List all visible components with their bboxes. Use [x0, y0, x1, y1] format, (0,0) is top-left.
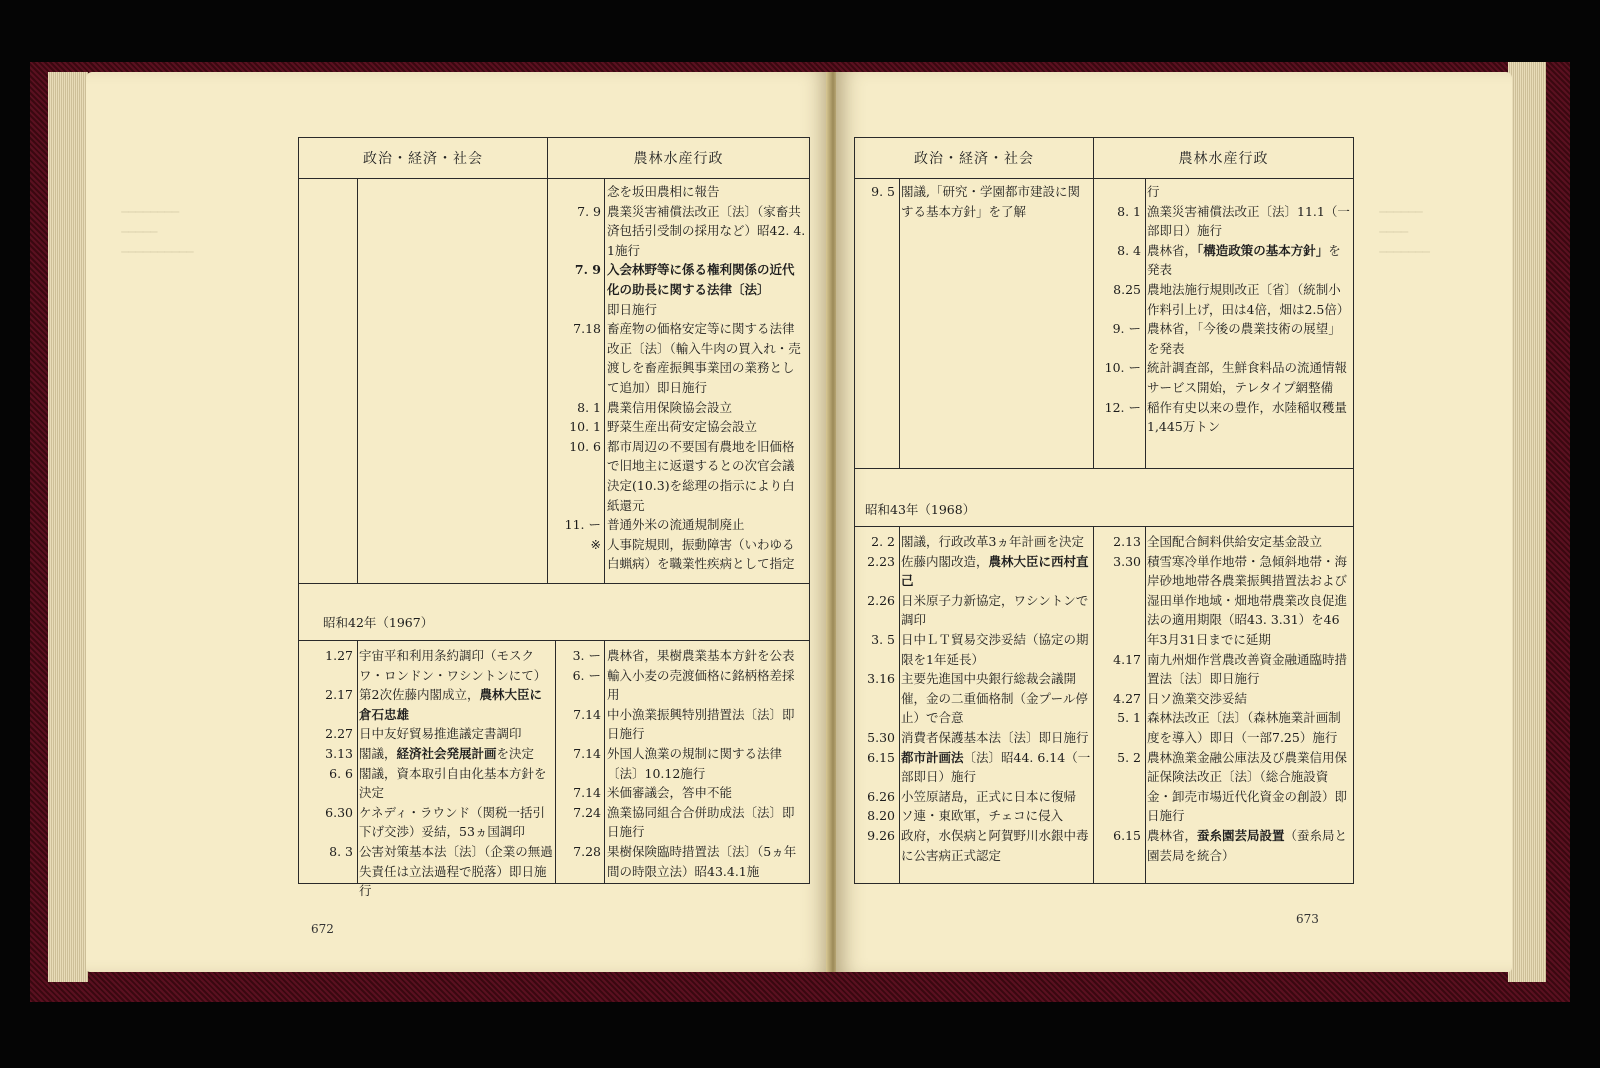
entry: 9.26 政府，水俣病と阿賀野川水銀中毒に公害病正式認定	[867, 827, 1089, 863]
entry: 3. 5 日中ＬＴ貿易交渉妥結（協定の期限を1年延長）	[871, 631, 1089, 667]
left-page	[86, 72, 830, 972]
entry: 9. 5 閣議,「研究・学園都市建設に関する基本方針」を了解	[871, 184, 1080, 219]
entry: 8. 3 公害対策基本法〔法〕（企業の無過失責任は立法過程で脱落）即日施行	[329, 843, 553, 899]
entry: 5.30 消費者保護基本法〔法〕即日施行	[867, 729, 1089, 745]
entry: 1.27 宇宙平和利用条約調印（モスクワ・ロンドン・ワシントンにて）	[325, 648, 547, 683]
right-section-divider-1	[855, 468, 1353, 469]
left-agri-top-entries	[561, 182, 806, 574]
entry: 7.14 中小漁業振興特別措置法〔法〕即日施行	[573, 706, 795, 742]
entry: 2.27 日中友好貿易推進議定書調印	[325, 726, 522, 742]
left-section-divider-1	[299, 583, 809, 584]
entry: 8. 4 農林省，「構造政策の基本方針」を発表	[1117, 242, 1341, 278]
entry: 9. ー 農林省，「今後の農業技術の展望」を発表	[1112, 321, 1341, 356]
entry: 即日施行	[607, 301, 658, 317]
right-date-divider-top	[899, 178, 900, 468]
entry: 6.15 農林省，蚕糸園芸局設置（蚕糸局と園芸局を統合）	[1113, 827, 1348, 863]
entry: 8. 1 漁業災害補償法改正〔法〕11.1（一部即日）施行	[1117, 203, 1350, 239]
entry: ※ 人事院規則，振動障害（いわゆる白蝋病）を職業性疾病として指定	[590, 536, 795, 572]
entry: 6. ー 輸入小麦の売渡価格に銘柄格差採用	[572, 667, 795, 703]
right-col-divider-bottom	[1093, 526, 1094, 883]
left-agri-bottom-entries	[561, 646, 806, 881]
right-section-divider-2	[855, 526, 1353, 527]
entry: 3.30 積雪寒冷単作地帯・急傾斜地帯・海岸砂地地帯各農業振興措置法および湿田単作地域・畑地帯農業改良促進法の適用期限（昭43. 3.31）を46年3月31日までに延期	[1113, 553, 1348, 647]
entry: 11. ー 普通外米の流通規制廃止	[564, 517, 745, 533]
right-col-divider-top	[1093, 138, 1094, 468]
right-header-politics: 政治・経済・社会	[855, 138, 1093, 179]
entry: 2.26 日米原子力新協定，ワシントンで調印	[867, 592, 1089, 628]
entry: 7. 9 農業災害補償法改正〔法〕（家畜共済包括引受制の採用など）昭42. 4. 1施行	[577, 203, 806, 258]
entry: 12. ー 稲作有史以来の豊作，水陸稲収穫量1,445万トン	[1104, 399, 1348, 435]
left-section-divider-2	[299, 640, 809, 641]
right-year-label: 昭和43年（1968）	[865, 502, 976, 517]
left-table	[298, 137, 810, 899]
left-header-politics: 政治・経済・社会	[299, 138, 547, 179]
entry: 5. 1 森林法改正〔法〕（森林施業計画制度を導入）即日（一部7.25）施行	[1117, 710, 1341, 745]
right-page	[836, 72, 1512, 972]
entry: 7.18 畜産物の価格安定等に関する法律改正〔法〕（輸入牛肉の買入れ・売渡しを畜産振興事業団の業務として追加）即日施行	[573, 321, 801, 395]
entry: 2.13 全国配合飼料供給安定基金設立	[1113, 534, 1323, 549]
right-politics-top-entries	[855, 182, 1091, 221]
right-table	[854, 137, 1354, 884]
entry: 3.16 主要先進国中央銀行総裁会議開催，金の二重価格制（金プール停止）で合意	[867, 671, 1088, 726]
entry: 6.15 都市計画法〔法〕昭44. 6.14（一部即日）施行	[867, 749, 1091, 785]
right-header-agri: 農林水産行政	[1094, 138, 1353, 179]
left-header-agri: 農林水産行政	[548, 138, 809, 179]
entry: 7. 9 入会林野等に係る権利関係の近代化の助長に関する法律〔法〕	[574, 262, 795, 297]
left-politics-bottom-entries	[313, 646, 553, 901]
entry: 8.25 農地法施行規則改正〔省〕（統制小作料引上げ，田は4倍，畑は2.5倍）	[1113, 281, 1350, 317]
entry: 5. 2 農林漁業金融公庫法及び農業信用保証保険法改正〔法〕（総合施設資金・卸売市場近代化資金の創設）即日施行	[1117, 749, 1348, 824]
right-politics-bottom-entries	[855, 532, 1091, 865]
entry: 4.27 日ソ漁業交渉妥結	[1113, 690, 1248, 706]
left-year-label: 昭和42年（1967）	[323, 615, 434, 630]
left-date-divider-top	[357, 178, 358, 583]
page-edges-left	[48, 72, 88, 982]
left-col-divider-bottom	[555, 640, 556, 883]
entry: 念を坂田農相に報告	[607, 184, 720, 199]
entry: 6.30 ケネディ・ラウンド（関税一括引下げ交渉）妥結，53ヵ国調印	[325, 804, 546, 840]
right-agri-top-entries	[1101, 182, 1351, 437]
entry: 6.26 小笠原諸島，正式に日本に復帰	[867, 788, 1077, 804]
bleed-through-right: ────── ──── ───────	[1379, 205, 1430, 259]
right-page-number: 673	[1296, 912, 1319, 926]
right-agri-bottom-entries	[1101, 532, 1351, 865]
entry: 4.17 南九州畑作営農改善資金融通臨時措置法〔法〕即日施行	[1113, 651, 1348, 687]
entry: 3.13 閣議，経済社会発展計画を決定	[325, 745, 535, 761]
entry: 7.28 果樹保険臨時措置法〔法〕（5ヵ年間の時限立法）昭43.4.1施	[573, 843, 797, 879]
left-page-number: 672	[311, 922, 334, 936]
entry: 2.23 佐藤内閣改造，農林大臣に西村直己	[867, 553, 1089, 589]
entry: 8.20 ソ連・東欧軍，チェコに侵入	[867, 808, 1064, 824]
bleed-through-left: ──────── ───── ──────────	[121, 205, 194, 259]
entry: 行	[1147, 184, 1160, 199]
page-edges-right	[1508, 62, 1546, 982]
entry: 3. ー 農林省，果樹農業基本方針を公表	[572, 648, 795, 663]
left-col-divider-top	[547, 138, 548, 583]
entry: 7.14 米価審議会，答申不能	[573, 785, 733, 801]
entry: 10. 1 野菜生産出荷安定協会設立	[569, 419, 758, 435]
entry: 10. 6 都市周辺の不要国有農地を旧価格で旧地主に返還するとの次官会議決定(10.3)を総理の指示により白紙還元	[569, 438, 795, 513]
entry: 7.24 漁業協同組合合併助成法〔法〕即日施行	[573, 804, 795, 840]
entry: 10. ー 統計調査部，生鮮食料品の流通情報サービス開始，テレタイプ網整備	[1104, 360, 1348, 395]
entry: 6. 6 閣議，資本取引自由化基本方針を決定	[329, 765, 547, 801]
entry: 8. 1 農業信用保険協会設立	[577, 399, 733, 415]
entry: 2. 2 閣議，行政改革3ヵ年計画を決定	[871, 534, 1084, 549]
entry: 2.17 第2次佐藤内閣成立，農林大臣に倉石忠雄	[325, 687, 542, 722]
entry: 7.14 外国人漁業の規制に関する法律〔法〕10.12施行	[573, 745, 783, 781]
